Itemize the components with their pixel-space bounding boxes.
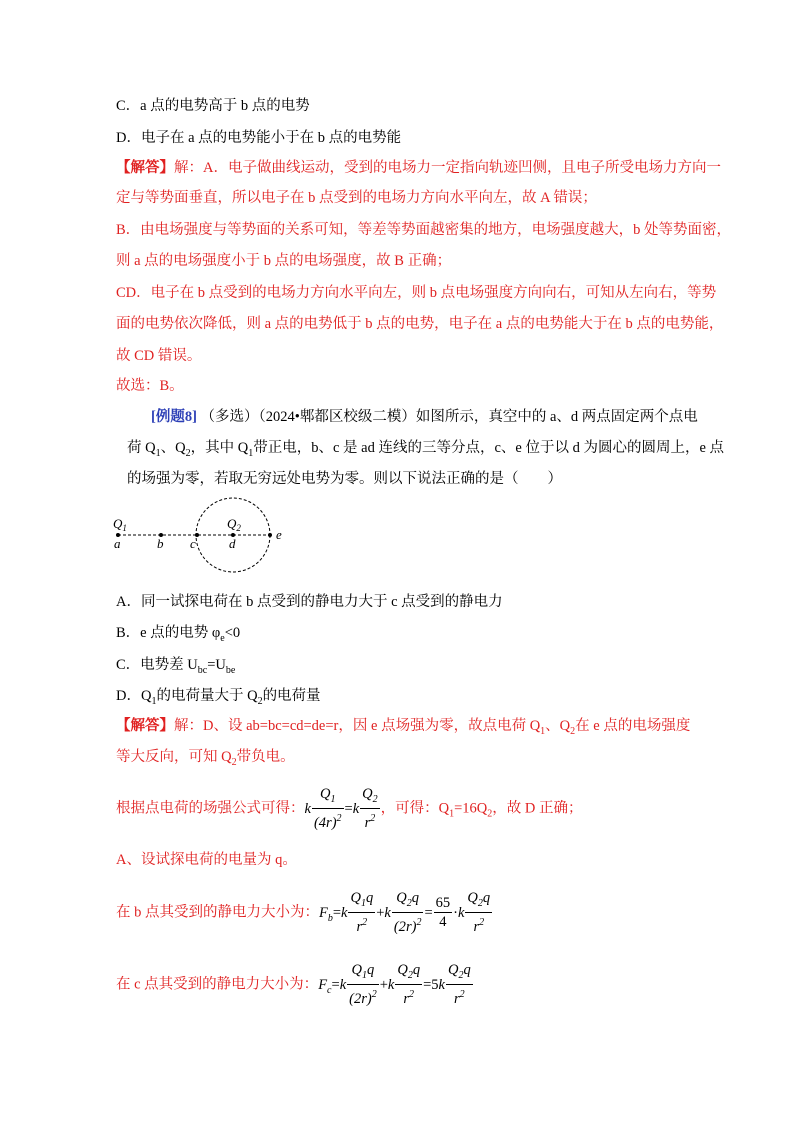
answer-line-2: 定与等势面垂直，所以电子在 b 点受到的电场力方向水平向左，故 A 错误； bbox=[116, 190, 597, 206]
formula-force-b: 在 b 点其受到的静电力大小为：$F_b=k$ $\frac{Q_1q}{r^2}$ +k $\frac{Q_2q}{(2r)^2}$ = $\frac{65}{4}$ ·k $\frac{Q_2q}{r^2}$ bbox=[116, 890, 493, 940]
formula-1: k $\frac{Q_1}{(4r)^2}$ =k $\frac{Q_2}{r^2}$ bbox=[304, 786, 378, 831]
formula-field-strength: 根据点电荷的场强公式可得：k $\frac{Q_1}{(4r)^2}$ =k $\frac{Q_2}{r^2}$ ，可得：$Q_1=16Q_2$，故 D 正确； bbox=[116, 786, 583, 831]
option-b: B．e 点的电势 $\varphi_e<0$ bbox=[116, 625, 241, 644]
option-c: C．电势差 $U_{bc}=U_{be}$ bbox=[116, 657, 236, 676]
answer-line-5: CD．电子在 b 点受到的电场力方向水平向左，则 b 点电场强度方向向右，可知从左向右，等势 bbox=[116, 285, 717, 301]
charge-diagram bbox=[110, 490, 300, 575]
option-a: A．同一试探电荷在 b 点受到的静电力大于 c 点受到的静电力 bbox=[116, 594, 503, 610]
answer-text: 解：A．电子做曲线运动，受到的电场力一定指向轨迹凹侧，且电子所受电场力方向一 bbox=[174, 160, 721, 176]
answer-choice: 故选：B。 bbox=[116, 378, 184, 394]
question-text: （多选）（2024•郫都区校级二模）如图所示，真空中的 a、d 两点固定两个点电 bbox=[200, 409, 698, 425]
label-e: e bbox=[276, 527, 282, 542]
answer-line-6: 面的电势依次降低，则 a 点的电势低于 b 点的电势，电子在 a 点的电势能大于在 b 点的电势能， bbox=[116, 316, 724, 332]
answer-line-3: B．由电场强度与等势面的关系可知，等差等势面越密集的地方，电场强度越大，b 处等势面密， bbox=[116, 222, 732, 238]
formula-fc: $F_c=k$ $\frac{Q_1q}{(2r)^2}$ +k $\frac{Q_2q}{r^2}$ =5k $\frac{Q_2q}{r^2}$ bbox=[318, 962, 471, 1007]
question-line-1 bbox=[151, 407, 698, 427]
point-e bbox=[268, 533, 272, 537]
question-tag: [例题8] bbox=[151, 409, 197, 425]
question-line-2: 荷 $Q_1$、$Q_2$，其中 $Q_1$带正电，b、c 是 ad 连线的三等分点，c、e 位于以 d 为圆心的圆周上，e 点 bbox=[127, 440, 725, 459]
answer-line-1 bbox=[116, 158, 721, 178]
option-c-prev: C．a 点的电势高于 b 点的电势 bbox=[116, 98, 310, 114]
formula-force-c: 在 c 点其受到的静电力大小为：$F_c=k$ $\frac{Q_1q}{(2r)^2}$ +k $\frac{Q_2q}{r^2}$ =5k $\frac{Q_2q}{r^2}$ bbox=[116, 962, 474, 1012]
answer8-line-a: A、设试探电荷的电量为 q。 bbox=[116, 852, 297, 868]
label-c: c bbox=[190, 536, 196, 551]
label-d: d bbox=[229, 536, 236, 551]
option-d-prev: D．电子在 a 点的电势能小于在 b 点的电势能 bbox=[116, 130, 402, 146]
answer-line-4: 则 a 点的电场强度小于 b 点的电场强度，故 B 正确； bbox=[116, 253, 452, 269]
question-line-3: 的场强为零，若取无穷远处电势为零。则以下说法正确的是（ ） bbox=[127, 471, 562, 487]
answer-line-7: 故 CD 错误。 bbox=[116, 348, 202, 364]
answer-tag: 【解答】 bbox=[116, 160, 174, 176]
answer8-line-2: 等大反向，可知 $Q_2$带负电。 bbox=[116, 749, 295, 768]
label-q1: $Q_1$ bbox=[113, 516, 127, 533]
label-a: a bbox=[114, 536, 121, 551]
option-d: D．$Q_1$的电荷量大于 $Q_2$的电荷量 bbox=[116, 688, 321, 707]
formula-fb: $F_b=k$ $\frac{Q_1q}{r^2}$ +k $\frac{Q_2q}{(2r)^2}$ = $\frac{65}{4}$ ·k $\frac{Q_2q}{r^2}$ bbox=[319, 890, 491, 935]
label-b: b bbox=[157, 536, 164, 551]
answer8-line-1: 【解答】解：D、设 ab=bc=cd=de=r，因 e 点场强为零，故点电荷 $Q_1$、$Q_2$在 e 点的电场强度 bbox=[116, 718, 691, 737]
label-q2: $Q_2$ bbox=[227, 516, 241, 533]
